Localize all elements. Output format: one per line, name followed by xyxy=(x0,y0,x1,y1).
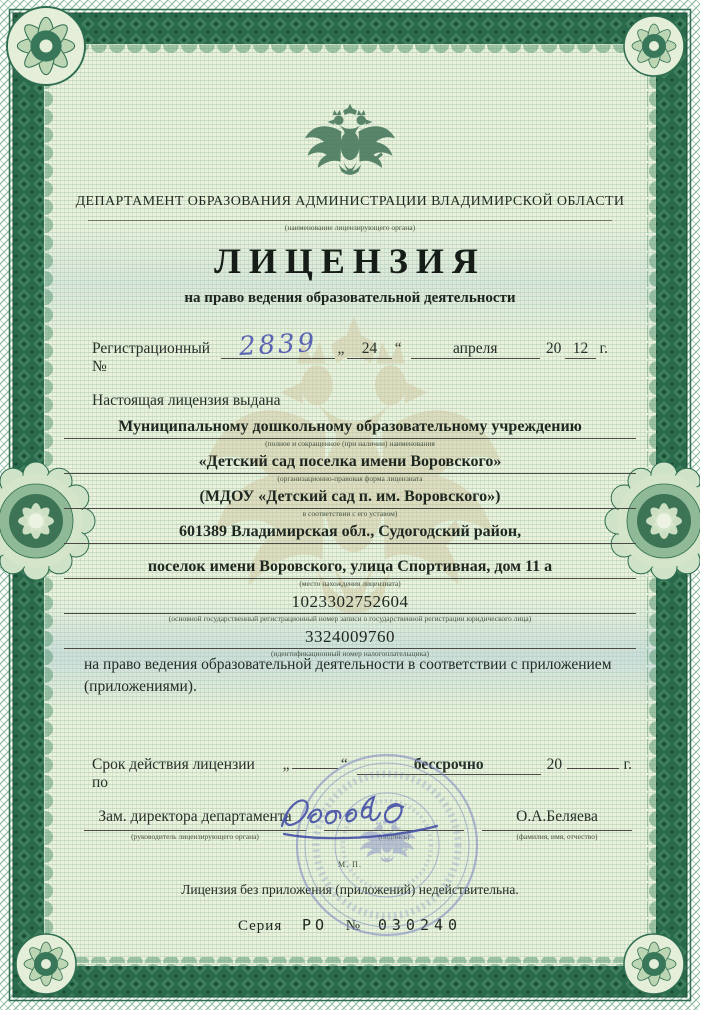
issuing-authority: ДЕПАРТАМЕНТ ОБРАЗОВАНИЯ АДМИНИСТРАЦИИ ВЛАДИМИРСКОЙ ОБЛАСТИ xyxy=(75,194,625,209)
signer-name: О.А.Беляева xyxy=(482,808,632,831)
quote-close: “ xyxy=(394,340,402,357)
validity-day-blank xyxy=(292,768,337,769)
recipient-full-name-field xyxy=(64,416,636,449)
address-line1-field xyxy=(64,521,636,554)
signer-title-column xyxy=(84,808,306,841)
series-prefix: РО xyxy=(301,916,329,934)
quote-open: „ xyxy=(337,340,345,357)
recipient-full-name-caption: (полное и сокращенное (при наличии) наименования xyxy=(265,439,435,448)
year-suffix: г. xyxy=(599,340,608,357)
series-label: Серия xyxy=(237,918,283,934)
validity-year-blank xyxy=(567,768,618,769)
document-title: ЛИЦЕНЗИЯ xyxy=(214,241,486,281)
validity-label: Срок действия лицензии по xyxy=(92,756,255,791)
series-number: 030240 xyxy=(377,916,463,934)
recipient-abbrev-field xyxy=(64,486,636,519)
date-century: 20 xyxy=(545,340,562,357)
issued-to-label: Настоящая лицензия выдана xyxy=(92,392,281,409)
inn-number: 3324009760 xyxy=(64,626,636,649)
signature-column xyxy=(324,808,464,841)
recipient-short-name: «Детский сад поселка имени Воровского» xyxy=(64,451,636,474)
recipient-short-name-field xyxy=(64,451,636,484)
signer-name-caption: (фамилия, имя, отчество) xyxy=(516,832,598,841)
ogrn-field xyxy=(64,591,636,624)
signer-title: Зам. директора департамента xyxy=(84,808,306,831)
stamp-place-label: М. П. xyxy=(338,860,362,869)
validity-row xyxy=(92,756,632,792)
validity-value: бессрочно xyxy=(357,756,541,775)
address-caption: (место нахождения лицензиата) xyxy=(299,579,401,588)
signature-caption: (подпись) xyxy=(378,832,410,841)
recipient-abbrev-caption: в соответствии с его уставом) xyxy=(302,509,398,518)
issuing-authority-caption: (наименование лицензирующего органа) xyxy=(284,223,416,232)
signer-title-caption: (руководитель лицензирующего органа) xyxy=(131,832,259,841)
coat-of-arms-icon xyxy=(44,102,656,194)
registration-row xyxy=(92,327,608,376)
footer-note: Лицензия без приложения (приложений) недействительна. xyxy=(181,882,519,897)
registration-number-field xyxy=(221,327,334,363)
address-line1: 601389 Владимирская обл., Судогодский район, xyxy=(64,521,636,544)
recipient-abbrev: (МДОУ «Детский сад п. им. Воровского») xyxy=(64,486,636,509)
numero-sign: № xyxy=(345,918,361,934)
date-month: апреля xyxy=(411,340,540,359)
recipient-short-name-caption: (организационно-правовая форма лицензиата xyxy=(277,474,423,483)
ogrn-number: 1023302752604 xyxy=(64,591,636,614)
validity-quote-open: „ xyxy=(282,756,290,773)
registration-label: Регистрационный № xyxy=(92,340,211,375)
header-rule xyxy=(88,220,612,221)
registration-number-handwritten: 2839 xyxy=(237,327,318,363)
signature-row xyxy=(84,808,632,841)
validity-century: 20 xyxy=(546,756,563,773)
date-year: 12 xyxy=(565,340,595,359)
date-day: 24 xyxy=(347,340,391,359)
inn-caption: (идентификационный номер налогоплательщика) xyxy=(270,649,430,658)
ogrn-caption: (основной государственный регистрационный номер записи о государственной регистрации юридического лица) xyxy=(168,614,532,623)
validity-year-suffix: г. xyxy=(623,756,632,773)
license-fields xyxy=(64,416,636,661)
series-row xyxy=(44,916,656,935)
paper-area xyxy=(44,44,656,966)
validity-quote-close: “ xyxy=(340,756,348,773)
address-line2: поселок имени Воровского, улица Спортивная, дом 11 а xyxy=(64,556,636,579)
signer-name-column xyxy=(482,808,632,841)
address-line2-field xyxy=(64,556,636,589)
rights-paragraph: на право ведения образовательной деятельности в соответствии с приложением (приложениями). xyxy=(84,656,612,695)
document-subtitle: на право ведения образовательной деятельности xyxy=(184,290,516,306)
signature-line xyxy=(324,808,464,831)
recipient-full-name: Муниципальному дошкольному образовательному учреждению xyxy=(64,416,636,439)
address-line1-caption xyxy=(64,544,636,554)
